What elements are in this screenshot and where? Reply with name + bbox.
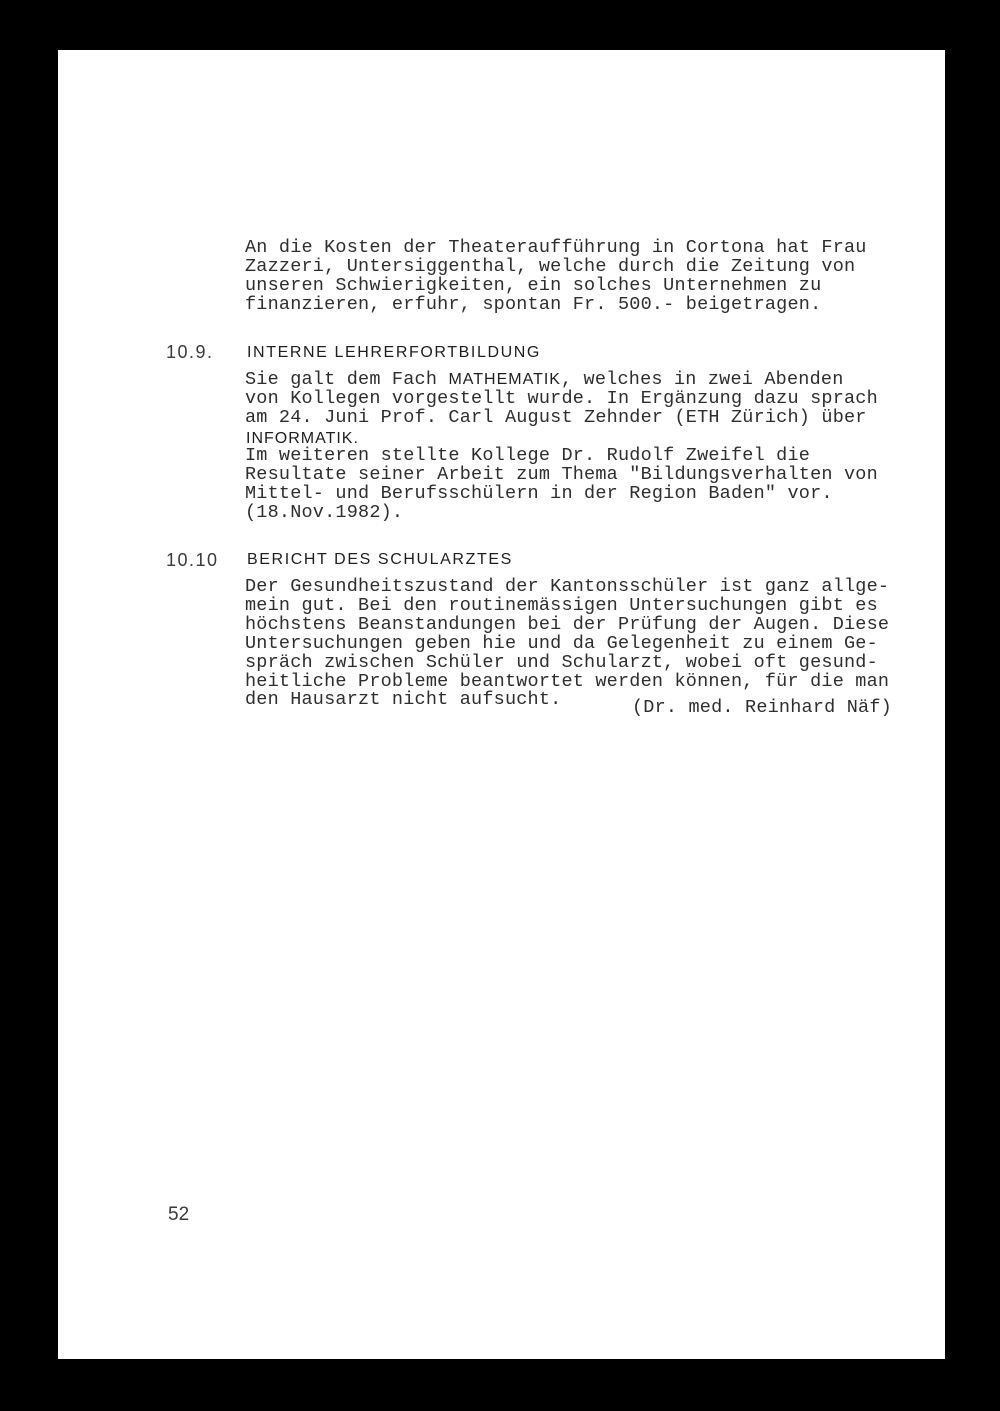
subject-caps: MATHEMATIK: [448, 371, 561, 388]
text-fragment: Sie galt dem Fach: [245, 369, 449, 390]
section-text-line: am 24. Juni Prof. Carl August Zehnder (ETH Zürich) über: [245, 407, 867, 428]
section-title: BERICHT DES SCHULARZTES: [247, 551, 513, 568]
section-text-line: Untersuchungen geben hie und da Gelegenheit zu einem Ge-: [245, 633, 878, 654]
section-text-line: den Hausarzt nicht aufsucht.: [245, 689, 562, 710]
section-text-line: (18.Nov.1982).: [245, 502, 404, 523]
section-text-line: mein gut. Bei den routinemässigen Untersuchungen gibt es: [245, 595, 878, 616]
section-text-line: heitliche Probleme beantwortet werden können, für die man: [245, 671, 890, 692]
intro-line: finanzieren, erfuhr, spontan Fr. 500.- beigetragen.: [245, 294, 822, 315]
page-number: 52: [168, 1204, 190, 1225]
section-number: 10.9.: [166, 342, 214, 362]
subject-caps: INFORMATIK.: [246, 430, 359, 447]
section-text-line: Resultate seiner Arbeit zum Thema "Bildungsverhalten von: [245, 464, 878, 485]
section-text-line: [245, 370, 844, 389]
section-number: 10.10: [166, 550, 219, 570]
section-text-line: Mittel- und Berufsschülern in der Region Baden" vor.: [245, 483, 833, 504]
section-text-line: höchstens Beanstandungen bei der Prüfung der Augen. Diese: [245, 614, 890, 635]
intro-line: An die Kosten der Theateraufführung in Cortona hat Frau: [245, 237, 867, 258]
section-text-line: Der Gesundheitszustand der Kantonsschüler ist ganz allge-: [245, 576, 890, 597]
section-text-line: Im weiteren stellte Kollege Dr. Rudolf Zweifel die: [245, 445, 811, 466]
document-page: [58, 50, 945, 1359]
signature: (Dr. med. Reinhard Näf): [632, 697, 892, 718]
section-title: INTERNE LEHRERFORTBILDUNG: [247, 344, 541, 361]
text-fragment: , welches in zwei Abenden: [560, 369, 844, 390]
section-text-line: von Kollegen vorgestellt wurde. In Ergänzung dazu sprach: [245, 388, 878, 409]
section-text-line: spräch zwischen Schüler und Schularzt, wobei oft gesund-: [245, 652, 878, 673]
intro-line: Zazzeri, Untersiggenthal, welche durch die Zeitung von: [245, 256, 856, 277]
intro-line: unseren Schwierigkeiten, ein solches Unternehmen zu: [245, 275, 822, 296]
